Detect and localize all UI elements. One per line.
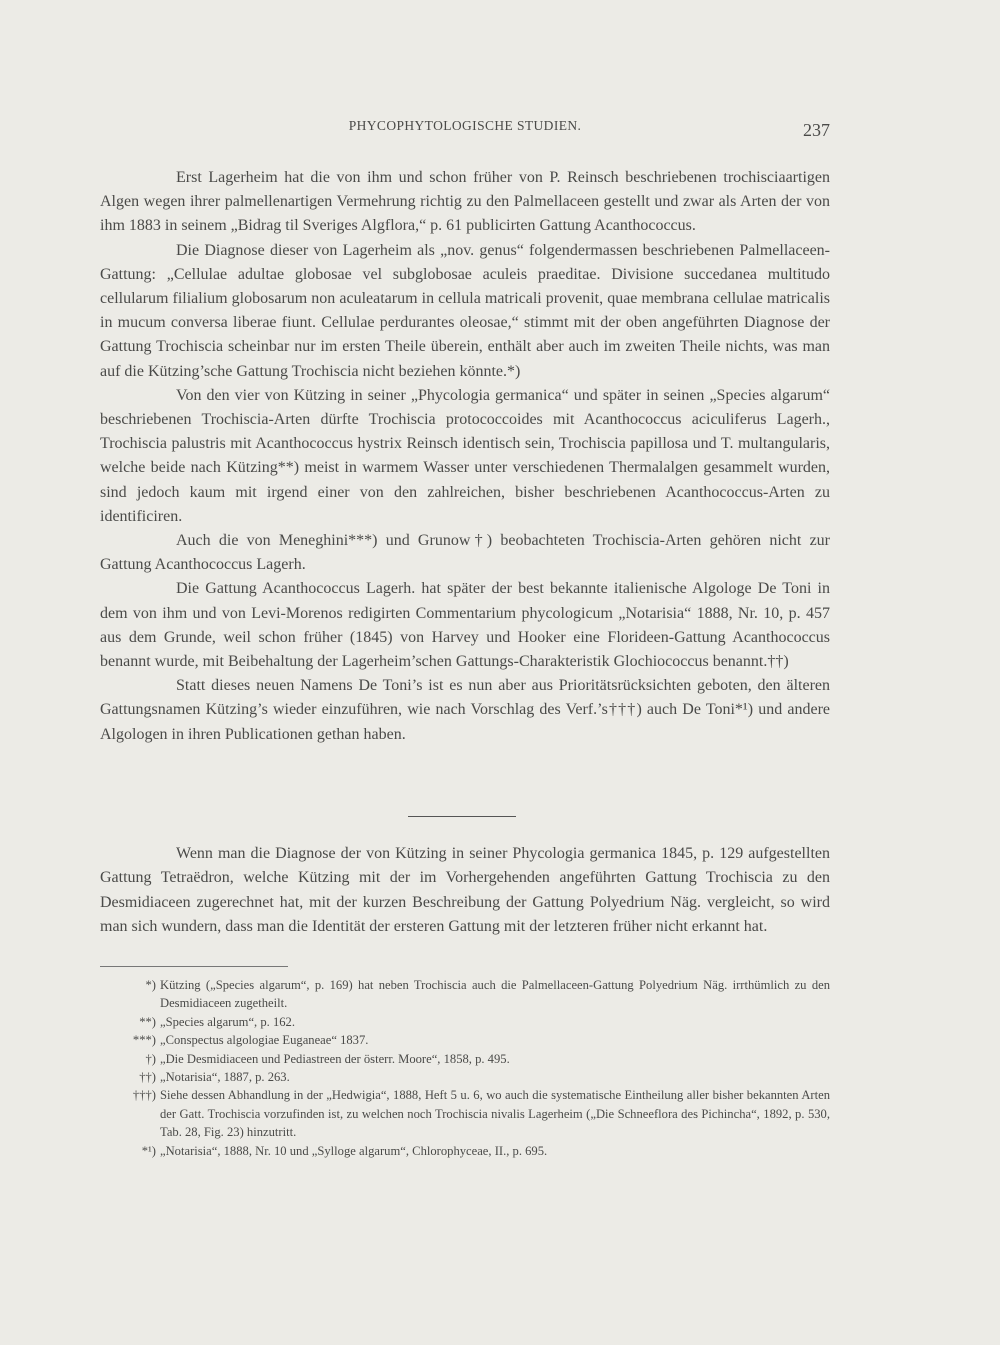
footnote-text: „Notarisia“, 1888, Nr. 10 und „Sylloge algarum“, Chlorophyceae, II., p. 695. — [160, 1143, 548, 1158]
footnote-text: „Conspectus algologiae Euganeae“ 1837. — [160, 1033, 369, 1048]
paragraph: Die Gattung Acanthococcus Lagerh. hat später der best bekannte italienische Algologe De Toni in dem von ihm und von Levi-Morenos redigirten Commentarium phycologicum „Notarisia“ 1888, Nr. 10, p. 457 aus dem Grunde, weil schon früher (1845) von Harvey und Hooker eine Florideen-Gattung Acanthococcus benannt wurde, mit Beibehaltung der Lagerheim’schen Gattungs-Charakteristik Glochiococcus benannt.††) — [100, 580, 830, 671]
footnote-mark: †† ) — [100, 1068, 156, 1086]
footnote — [100, 976, 830, 1013]
page-number: 237 — [803, 120, 830, 140]
footnote-mark: *** ) — [100, 1031, 156, 1049]
footnote-text: „Notarisia“, 1887, p. 263. — [160, 1070, 290, 1085]
footnote — [100, 1031, 830, 1049]
footnote-rule — [100, 966, 288, 967]
footnote-mark: *¹ ) — [100, 1142, 156, 1160]
paragraph: Wenn man die Diagnose der von Kützing in seiner Phycologia germanica 1845, p. 129 aufgestellten Gattung Tetraëdron, welche Kützing mit der im Vorhergehenden angeführten Gattung Trochiscia zu den Desmidiaceen zugerechnet hat, mit der kurzen Beschreibung der Gattung Polyedrium Näg. vergleicht, so wird man sich wundern, dass man die Identität der ersteren Gattung mit der letzteren früher nicht erkannt hat. — [100, 845, 830, 936]
page-header — [100, 118, 830, 142]
main-text-continued — [100, 842, 830, 940]
section-separator — [408, 816, 516, 817]
footnote-text: „Die Desmidiaceen und Pediastreen der österr. Moore“, 1858, p. 495. — [160, 1051, 510, 1066]
footnotes — [100, 976, 830, 1160]
footnote — [100, 1013, 830, 1031]
paragraph: Die Diagnose dieser von Lagerheim als „nov. genus“ folgendermassen beschriebenen Palmellaceen-Gattung: „Cellulae adultae globosae vel subglobosae aculeis praeditae. Divisione succedanea multitudo cellularum filialium globosarum non aculeatarum in cellula matricali provenit, quae membrana cellulae matricalis in mucum conversa liberae fiunt. Cellulae perdurantes oleosae,“ stimmt mit der oben angeführten Diagnose der Gattung Trochiscia scheinbar nur im ersten Theile überein, enthält aber auch im zweiten Theile nichts, was man auf die Kützing’sche Gattung Trochiscia nicht beziehen könnte.*) — [100, 241, 830, 380]
footnote-text: Kützing („Species algarum“, p. 169) hat neben Trochiscia auch die Palmellaceen-Gattung Polyedrium Näg. irrthümlich zu den Desmidiaceen zugetheilt. — [160, 978, 830, 1011]
footnote-mark: † ) — [100, 1050, 156, 1068]
footnote-mark: * ) — [100, 976, 156, 994]
footnote-text: Siehe dessen Abhandlung in der „Hedwigia“, 1888, Heft 5 u. 6, wo auch die systematische Eintheilung aller bisher bekannten Arten der Gatt. Trochiscia vorzufinden ist, zu welchen noch Trochiscia nivalis Lagerheim („Die Schneeflora des Pichincha“, 1892, p. 530, Tab. 28, Fig. 23) hinzutritt. — [160, 1088, 830, 1140]
paragraph: Auch die von Meneghini***) und Grunow†) beobachteten Trochiscia-Arten gehören nicht zur Gattung Acanthococcus Lagerh. — [100, 532, 830, 574]
footnote — [100, 1142, 830, 1160]
paragraph: Von den vier von Kützing in seiner „Phycologia germanica“ und später in seinen „Species algarum“ beschriebenen Trochiscia-Arten dürfte Trochiscia protococcoides mit Acanthococcus aciculiferus Lagerh., Trochiscia palustris mit Acanthococcus hystrix Reinsch identisch sein, Trochiscia papillosa und T. multangularis, welche beide nach Kützing**) meist in warmem Wasser unter verschiedenen Thermalalgen gesammelt wurden, sind jedoch kaum mit irgend einer von den zahlreichen, bisher beschriebenen Acanthococcus-Arten zu identificiren. — [100, 386, 830, 525]
footnote-text: „Species algarum“, p. 162. — [160, 1014, 295, 1029]
paragraph: Statt dieses neuen Namens De Toni’s ist es nun aber aus Prioritätsrücksichten geboten, den älteren Gattungsnamen Kützing’s wieder einzuführen, wie nach Vorschlag des Verf.’s†††) auch De Toni*¹) und andere Algologen in ihren Publicationen gethan haben. — [100, 677, 830, 743]
footnote — [100, 1050, 830, 1068]
footnote-mark: ††† ) — [100, 1086, 156, 1104]
footnote — [100, 1086, 830, 1141]
footnote-mark: ** ) — [100, 1013, 156, 1031]
running-head: PHYCOPHYTOLOGISCHE STUDIEN. — [348, 118, 582, 133]
footnote — [100, 1068, 830, 1086]
main-text — [100, 166, 830, 747]
paragraph: Erst Lagerheim hat die von ihm und schon früher von P. Reinsch beschriebenen trochisciaartigen Algen wegen ihrer palmellenartigen Vermehrung richtig zu den Palmellaceen gestellt und zwar als Arten der von ihm 1883 in seinem „Bidrag til Sveriges Algflora,“ p. 61 publicirten Gattung Acanthococcus. — [100, 169, 830, 235]
